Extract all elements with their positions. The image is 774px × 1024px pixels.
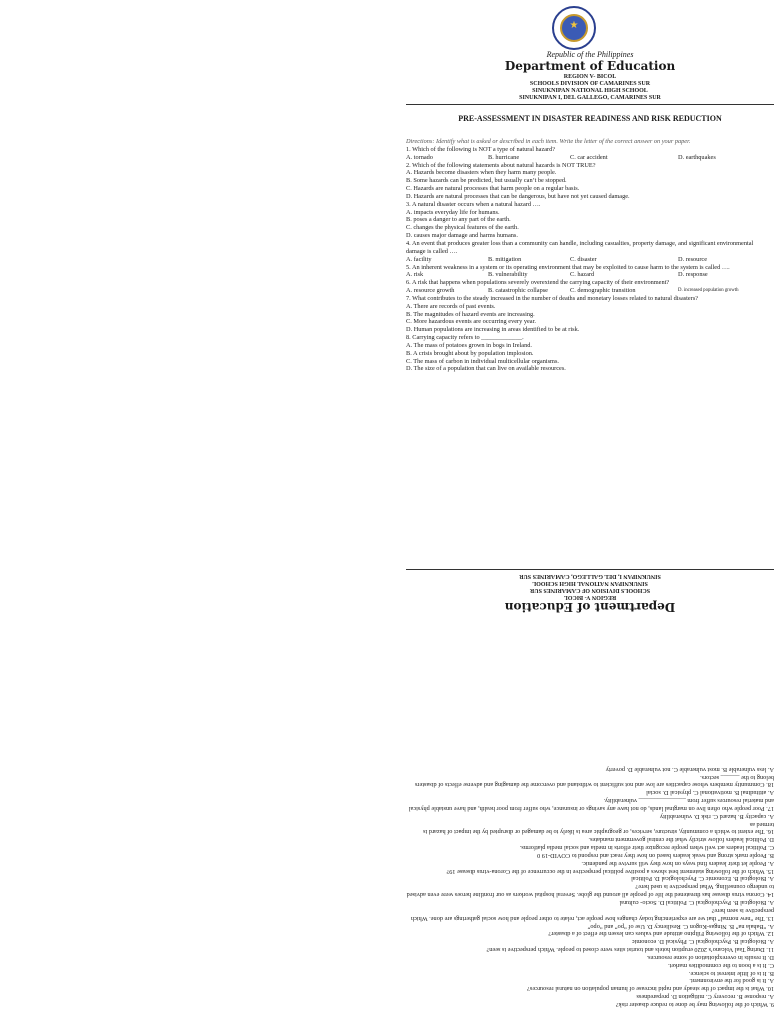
seal-star-icon: ★ [569, 20, 579, 31]
page-2-line: A. Biological B. Economic C. Psychological D. Political [631, 875, 774, 883]
header-line: SINUKNIPAN NATIONAL HIGH SCHOOL [532, 580, 648, 586]
answer-option: D. response [678, 271, 708, 279]
page-2-line: 11. During Taal Volcano’s 2020 eruption hotels and tourist sites were closed to people. Which perspective is seen? [486, 946, 774, 954]
directions: Directions: Identify what is asked or described in each item. Write the letter of the correct answer on your paper. [406, 138, 691, 145]
page-2-header-divider [406, 569, 774, 570]
answer-option: D. earthquakes [678, 153, 716, 161]
deped-seal-icon [552, 6, 596, 50]
header-line: REGION V- BICOL [563, 74, 617, 80]
page-2-line: 12. Which of the following Filipino attitude and values can lessen the effect of a disaster? [548, 930, 774, 938]
option-row [406, 154, 774, 162]
answer-option: D. resource [678, 255, 708, 263]
page-2-line: A. Biological B. Psychological C. Physical D. economic [631, 938, 774, 946]
page-2-line: C. Political leaders act well when people recognize their efforts in media and social media platforms. [519, 844, 774, 852]
questions-page-1 [406, 138, 774, 373]
page-2-line: D. It results in overexploitation of some resources. [646, 953, 774, 961]
header-line: SCHOOLS DIVISION OF CAMARINES SUR [529, 587, 651, 593]
answer-option: B. Some hazards can be predicted, but usually can’t be stopped. [406, 177, 567, 185]
answer-option: C. Hazards are natural processes that harm people on a regular basis. [406, 185, 580, 193]
page-2-line: A. Biological B. Psychological C. Political D. Socio- cultural [619, 899, 774, 907]
page-2-line: A. It is good for the environment. [689, 977, 774, 985]
answer-option: B. poses a danger to any part of the earth. [406, 216, 511, 224]
header-line: SCHOOLS DIVISION OF CAMARINES SUR [529, 81, 651, 87]
page-2-line: 13. The “new normal” that we are experiencing today changes how people act, relate to other people and how social gatherings are done. Which perspective is seen here? [410, 906, 774, 922]
option-row [406, 256, 774, 264]
answer-option: B. The magnitudes of hazard events are increasing. [406, 310, 535, 318]
answer-option: A. facility [406, 255, 432, 263]
page-2-line: 17. Poor people who often live on marginal lands, do not have any savings or insurance, who suffer from poor health, and have unstable physical and material resources suffer from _______________ vulnerability. [408, 797, 774, 812]
answer-option: A. tornado [406, 153, 433, 161]
page-2-line: A. “Bahala na” B. Ningas-Kugon C. Resiliency D. Use of “po” and “opo” [587, 922, 774, 930]
question-stem: 5. An inherent weakness in a system or its operating environment that may be exploited to cause harm to the system is called …. [406, 263, 730, 271]
question-stem: 1. Which of the following is NOT a type of natural hazard? [406, 145, 556, 153]
answer-option: A. impacts everyday life for humans. [406, 208, 500, 216]
answer-option: B. catastrophic collapse [488, 287, 548, 295]
page-2-line: 9. Which of the following may be done to reduce disaster risk? [615, 1001, 774, 1008]
answer-option: B. mitigation [488, 255, 522, 263]
answer-option: C. More hazardous events are occurring every year. [406, 318, 536, 326]
answer-option: D. Hazards are natural processes that can be dangerous, but have not yet caused damage. [406, 192, 630, 200]
answer-option: C. disaster [570, 255, 597, 263]
answer-option: C. hazard [570, 271, 595, 279]
answer-option: A. Hazards become disasters when they harm many people. [406, 169, 557, 177]
option-row [406, 271, 774, 279]
answer-option: D. increased population growth [678, 288, 739, 294]
questions-page-2 [406, 765, 774, 1008]
page-2-line: 18. Community members whose capacities are low and not sufficient to withstand and overcome the damaging and adverse effects of disasters belong to the ______ sectors. [414, 773, 774, 789]
answer-option: C. changes the physical features of the earth. [406, 224, 519, 232]
question-stem: 2. Which of the following statements about natural hazards is NOT TRUE? [406, 161, 596, 169]
page-2-line: A. less vulnerable B. most vulnerable C. not vulnerable D. poverty [605, 765, 774, 773]
answer-option: A. risk [406, 271, 424, 279]
page-2-department-title: Department of Education [504, 600, 676, 614]
question-stem: 4. An event that produces greater loss than a community can handle, including casualties, property damage, and significant environmental damage is called …. [406, 239, 754, 255]
header-line: SINUKNIPAN I, DEL GALLEGO, CAMARINES SUR [519, 573, 661, 579]
page-2-upside-down [406, 560, 774, 1024]
page-2-line: 15. Which of the following statement best shows a positive political perspective in the occurrence of the Corona-virus disease 19? [446, 867, 774, 875]
option-row [406, 287, 774, 295]
page-2-line: B. People mark strong and weak leaders based on how they react and respond to COVID-19 0 [537, 851, 774, 859]
question-stem: 8. Carrying capacity refers to _____________. [406, 334, 524, 342]
answer-option: B. vulnerability [488, 271, 528, 279]
page-2-header-lines [406, 572, 774, 600]
page-2-line: A. attitudinal B. motivational C. physical D. social [646, 789, 774, 797]
page-2-line: 14. Corona virus disease has threatened the life of people all around the globe. Several hospital workers as our frontline heroes were even advised to undergo counselling. What perspective is used here? [406, 883, 774, 899]
republic-line: Republic of the Philippines [546, 50, 634, 59]
page-2-line: D. Political leaders follow strictly what the central government mandates. [588, 836, 774, 844]
question-list [406, 146, 774, 373]
page-title: PRE-ASSESSMENT IN DISASTER READINESS AND RISK REDUCTION [458, 114, 722, 123]
page-2-line: 10. What is the impact of the steady and rapid increase of human population on natural resources? [527, 985, 774, 993]
question-stem: 6. A risk that happens when populations severely overextend the carrying capacity of their environment? [406, 279, 670, 287]
answer-option: C. The mass of carbon in individual multicellular organisms. [406, 357, 559, 365]
answer-option: D. The size of a population that can live on available resources. [406, 365, 566, 373]
page-2-line: A. capacity B. hazard C. risk D. vulnerability [659, 812, 774, 820]
header-lines [406, 74, 774, 102]
answer-option: B. A crisis brought about by population implosion. [406, 349, 534, 357]
department-title: Department of Education [504, 59, 676, 73]
answer-option: D. Human populations are increasing in areas identified to be at risk. [406, 326, 580, 334]
page-2-line: B. It is of little interest to science. [688, 969, 774, 977]
page-2-line: A. response B. recovery C. mitigation D. preparedness [636, 993, 774, 1001]
header-line: REGION V- BICOL [563, 594, 617, 600]
question-stem: 3. A natural disaster occurs when a natural hazard …. [406, 200, 541, 208]
answer-option: A. There are records of past events. [406, 302, 496, 310]
answer-option: A. resource growth [406, 287, 455, 295]
answer-option: C. demographic transition [570, 287, 636, 295]
page-2-line: A. People let their leaders find ways on how they will survive the pandemic. [581, 859, 774, 867]
answer-option: A. The mass of potatoes grown in bogs in Ireland. [406, 341, 532, 349]
header-line: SINUKNIPAN I, DEL GALLEGO, CAMARINES SUR [519, 95, 661, 101]
answer-option: B. hurricane [488, 153, 520, 161]
header-line: SINUKNIPAN NATIONAL HIGH SCHOOL [532, 88, 648, 94]
header-divider [406, 104, 774, 105]
page-2-line: C. It is a boon to the commodities market. [668, 961, 774, 969]
answer-option: C. car accident [570, 153, 608, 161]
question-stem: 7. What contributes to the steady increased in the number of deaths and monetary losses related to natural disasters? [406, 294, 699, 302]
page-2-line: 16. The extent to which a community, structure, services, or geographic area is likely to be damaged or disrupted by the impact of hazard is termed as [423, 820, 774, 836]
answer-option: D. causes major damage and harms humans. [406, 232, 518, 240]
